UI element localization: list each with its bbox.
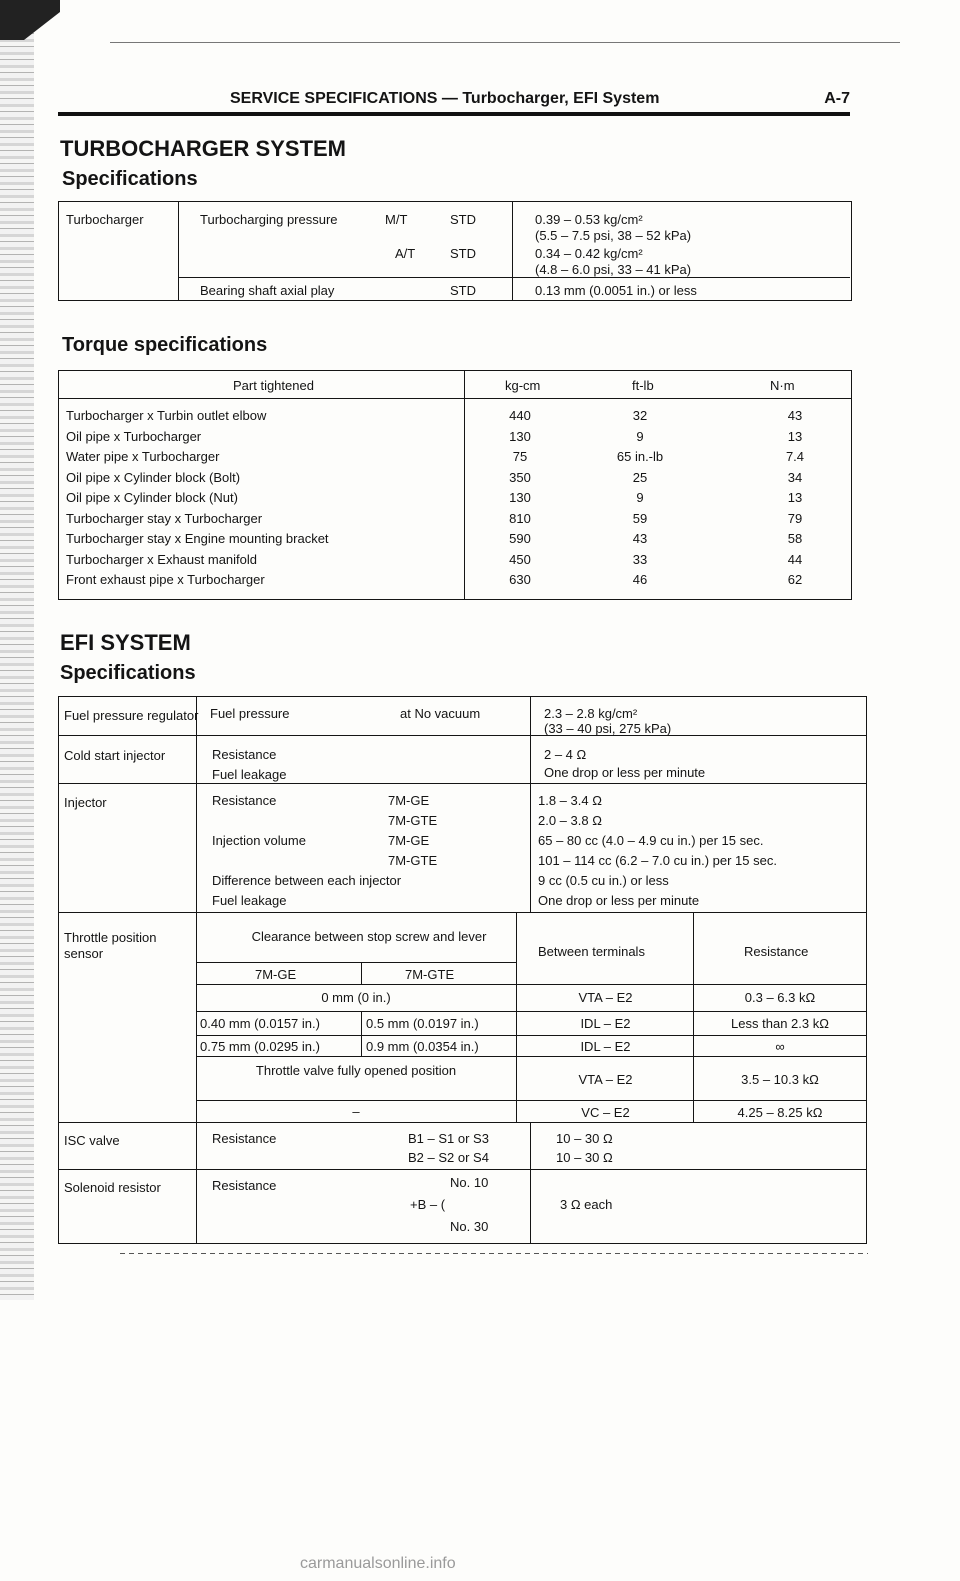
torque-ftlb: 43 bbox=[632, 531, 648, 546]
efi-heading: EFI SYSTEM bbox=[60, 630, 191, 655]
torque-nm: 13 bbox=[787, 428, 803, 444]
torque-kgcm: 810 bbox=[509, 510, 531, 526]
torque-nm: 58 bbox=[787, 531, 803, 546]
torque-kgcm: 350 bbox=[509, 469, 531, 485]
torque-ftlb: 9 bbox=[636, 428, 644, 444]
efi-throttle-row-terminals: VTA – E2 bbox=[578, 1072, 633, 1087]
turbo-spec-heading: Specifications bbox=[62, 168, 198, 190]
torque-header-kgcm: kg-cm bbox=[505, 378, 541, 393]
efi-throttle-row-ge: 0 mm (0 in.) bbox=[321, 990, 391, 1005]
injector-model: 7M-GTE bbox=[388, 813, 438, 828]
torque-kgcm: 450 bbox=[509, 551, 531, 567]
turbo-spec-cond: STD bbox=[450, 246, 476, 261]
turbo-spec-item: Bearing shaft axial play bbox=[200, 283, 335, 298]
efi-cold-value1: 2 – 4 Ω bbox=[544, 747, 587, 762]
efi-cold-component: Cold start injector bbox=[64, 748, 166, 763]
injector-model: 7M-GTE bbox=[388, 853, 438, 868]
efi-isc-value1: 10 – 30 Ω bbox=[556, 1131, 613, 1146]
scan-corner-mark bbox=[0, 0, 60, 40]
efi-throttle-row-terminals: VC – E2 bbox=[581, 1105, 630, 1120]
page-number: A-7 bbox=[824, 90, 850, 107]
injector-item: Resistance bbox=[212, 793, 277, 808]
torque-part: Turbocharger x Exhaust manifold bbox=[66, 551, 258, 567]
header-rule bbox=[58, 112, 850, 116]
injector-model: 7M-GE bbox=[388, 793, 430, 808]
turbo-spec-value2: (4.8 – 6.0 psi, 33 – 41 kPa) bbox=[535, 262, 692, 277]
torque-nm: 44 bbox=[787, 551, 803, 567]
torque-part: Turbocharger x Turbin outlet elbow bbox=[66, 408, 267, 423]
efi-throttle-row-ge: 0.40 mm (0.0157 in.) bbox=[200, 1016, 320, 1031]
efi-throttle-resistance-header: Resistance bbox=[744, 944, 809, 959]
efi-throttle-row-terminals: IDL – E2 bbox=[580, 1039, 631, 1054]
injector-item: Injection volume bbox=[212, 833, 306, 848]
injector-value: 1.8 – 3.4 Ω bbox=[538, 793, 602, 808]
efi-solenoid-value: 3 Ω each bbox=[560, 1197, 613, 1212]
turbo-spec-component: Turbocharger bbox=[66, 212, 144, 227]
efi-cold-item1: Resistance bbox=[212, 747, 277, 762]
efi-solenoid-item: Resistance bbox=[212, 1178, 277, 1193]
efi-throttle-row-resistance: 0.3 – 6.3 kΩ bbox=[744, 990, 816, 1005]
efi-fuel-cond: at No vacuum bbox=[400, 706, 481, 721]
injector-item: Fuel leakage bbox=[212, 893, 287, 908]
efi-throttle-clearance-header: Clearance between stop screw and lever bbox=[251, 929, 487, 944]
efi-throttle-row-resistance: ∞ bbox=[775, 1039, 785, 1054]
torque-kgcm: 130 bbox=[509, 490, 531, 505]
turbo-spec-trans: M/T bbox=[385, 212, 408, 227]
torque-nm: 43 bbox=[787, 408, 803, 423]
turbo-heading: TURBOCHARGER SYSTEM bbox=[60, 136, 347, 161]
turbo-spec-trans: A/T bbox=[395, 246, 416, 261]
torque-part: Oil pipe x Cylinder block (Nut) bbox=[66, 490, 238, 505]
injector-value: 2.0 – 3.8 Ω bbox=[538, 813, 602, 828]
efi-throttle-model-ge: 7M-GE bbox=[255, 967, 297, 982]
torque-part: Front exhaust pipe x Turbocharger bbox=[66, 572, 265, 587]
efi-cold-item2: Fuel leakage bbox=[212, 767, 287, 782]
efi-throttle-row-ge: – bbox=[352, 1104, 360, 1119]
torque-part: Turbocharger stay x Engine mounting bracket bbox=[66, 531, 329, 546]
torque-ftlb: 33 bbox=[632, 551, 648, 567]
torque-kgcm: 630 bbox=[509, 572, 531, 587]
torque-ftlb: 65 in.-lb bbox=[616, 449, 664, 464]
efi-fuel-item: Fuel pressure bbox=[210, 706, 290, 721]
injector-value: 65 – 80 cc (4.0 – 4.9 cu in.) per 15 sec. bbox=[538, 833, 764, 848]
efi-fuel-value2: (33 – 40 psi, 275 kPa) bbox=[544, 721, 672, 736]
turbo-spec-item: Turbocharging pressure bbox=[200, 212, 338, 227]
torque-ftlb: 59 bbox=[632, 510, 648, 526]
turbo-spec-cond: STD bbox=[450, 283, 476, 298]
torque-header-nm: N·m bbox=[770, 378, 795, 393]
efi-throttle-row-gte: 0.5 mm (0.0197 in.) bbox=[366, 1016, 479, 1031]
torque-part: Oil pipe x Turbocharger bbox=[66, 428, 202, 444]
efi-isc-item: Resistance bbox=[212, 1131, 277, 1146]
turbo-spec-cond: STD bbox=[450, 212, 476, 227]
scan-top-line bbox=[110, 42, 900, 43]
site-watermark: carmanualsonline.info bbox=[300, 1555, 456, 1572]
efi-throttle-row-ge: 0.75 mm (0.0295 in.) bbox=[200, 1039, 320, 1054]
torque-ftlb: 25 bbox=[632, 469, 648, 485]
page-header-title: SERVICE SPECIFICATIONS — Turbocharger, EFI System bbox=[230, 90, 660, 107]
turbo-spec-value: 0.34 – 0.42 kg/cm² bbox=[535, 246, 643, 261]
torque-kgcm: 440 bbox=[509, 408, 531, 423]
torque-heading: Torque specifications bbox=[62, 334, 268, 356]
torque-nm: 79 bbox=[787, 510, 803, 526]
injector-item: Difference between each injector bbox=[212, 873, 402, 888]
injector-value: 101 – 114 cc (6.2 – 7.0 cu in.) per 15 sec. bbox=[538, 853, 777, 868]
scan-binding-edge bbox=[0, 0, 34, 1300]
torque-nm: 7.4 bbox=[785, 449, 805, 464]
efi-throttle-row-resistance: 3.5 – 10.3 kΩ bbox=[741, 1072, 819, 1087]
efi-throttle-row-ge: Throttle valve fully opened position bbox=[255, 1063, 457, 1078]
turbo-spec-value2: (5.5 – 7.5 psi, 38 – 52 kPa) bbox=[535, 228, 692, 243]
efi-isc-cond2: B2 – S2 or S4 bbox=[408, 1150, 489, 1165]
efi-throttle-row-resistance: Less than 2.3 kΩ bbox=[731, 1016, 829, 1031]
torque-ftlb: 46 bbox=[632, 572, 648, 587]
torque-kgcm: 130 bbox=[509, 428, 531, 444]
torque-nm: 13 bbox=[787, 490, 803, 505]
efi-throttle-model-gte: 7M-GTE bbox=[405, 967, 455, 982]
efi-throttle-row-gte: 0.9 mm (0.0354 in.) bbox=[366, 1039, 479, 1054]
efi-spec-heading: Specifications bbox=[60, 662, 196, 684]
torque-nm: 62 bbox=[787, 572, 803, 587]
efi-throttle-component: Throttle position sensor bbox=[64, 930, 157, 961]
efi-fuel-value: 2.3 – 2.8 kg/cm² bbox=[544, 706, 638, 721]
torque-kgcm: 75 bbox=[512, 449, 528, 464]
efi-solenoid-cond3: No. 30 bbox=[450, 1219, 489, 1234]
torque-part: Turbocharger stay x Turbocharger bbox=[66, 510, 263, 526]
injector-model: 7M-GE bbox=[388, 833, 430, 848]
turbo-spec-value: 0.39 – 0.53 kg/cm² bbox=[535, 212, 643, 227]
efi-solenoid-cond1: No. 10 bbox=[450, 1175, 489, 1190]
torque-header-ftlb: ft-lb bbox=[632, 378, 654, 393]
torque-kgcm: 590 bbox=[509, 531, 531, 546]
torque-ftlb: 9 bbox=[636, 490, 644, 505]
injector-value: One drop or less per minute bbox=[538, 893, 700, 908]
efi-fuel-component: Fuel pressure regulator bbox=[64, 708, 199, 723]
scan-bottom-line bbox=[120, 1253, 868, 1254]
injector-value: 9 cc (0.5 cu in.) or less bbox=[538, 873, 669, 888]
torque-nm: 34 bbox=[787, 469, 803, 485]
torque-header-part: Part tightened bbox=[233, 378, 314, 393]
efi-isc-component: ISC valve bbox=[64, 1133, 120, 1148]
efi-injector-component: Injector bbox=[64, 795, 107, 810]
turbo-spec-value: 0.13 mm (0.0051 in.) or less bbox=[535, 283, 697, 298]
efi-isc-cond1: B1 – S1 or S3 bbox=[408, 1131, 489, 1146]
torque-part: Oil pipe x Cylinder block (Bolt) bbox=[66, 469, 241, 485]
torque-ftlb: 32 bbox=[632, 408, 648, 423]
efi-throttle-between-header: Between terminals bbox=[538, 944, 645, 959]
efi-cold-value2: One drop or less per minute bbox=[544, 765, 706, 780]
torque-part: Water pipe x Turbocharger bbox=[66, 449, 220, 464]
efi-throttle-row-terminals: IDL – E2 bbox=[580, 1016, 631, 1031]
efi-throttle-row-terminals: VTA – E2 bbox=[578, 990, 633, 1005]
efi-isc-value2: 10 – 30 Ω bbox=[556, 1150, 613, 1165]
efi-solenoid-component: Solenoid resistor bbox=[64, 1180, 161, 1195]
efi-solenoid-cond2: +B – ( bbox=[410, 1197, 446, 1212]
efi-throttle-row-resistance: 4.25 – 8.25 kΩ bbox=[737, 1105, 823, 1120]
